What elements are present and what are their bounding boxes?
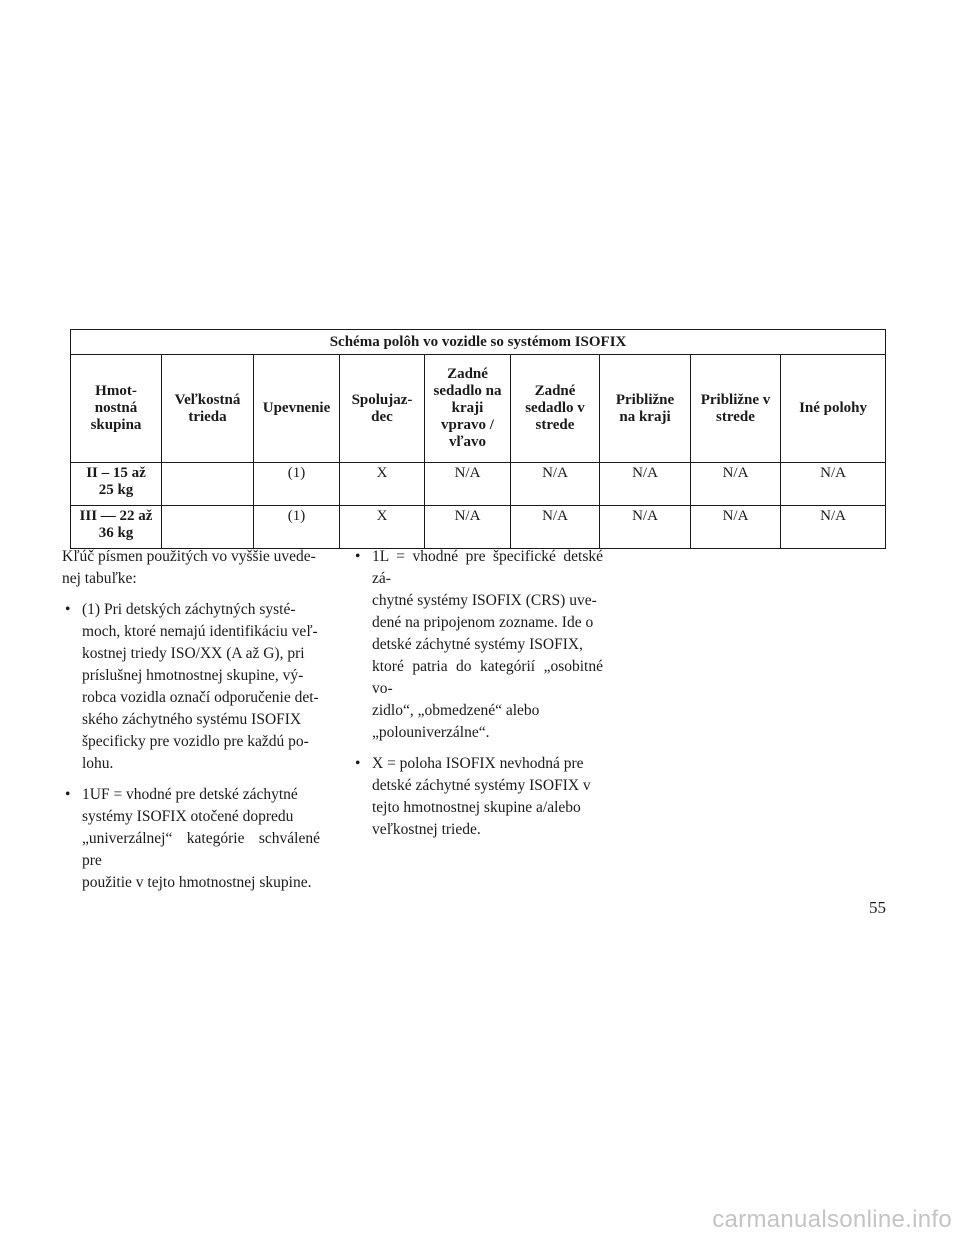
text-line: Iné polohy (799, 400, 868, 416)
column-header (600, 355, 691, 463)
column-header (71, 355, 162, 463)
table-cell: X (340, 506, 425, 549)
table-header-row (71, 355, 886, 463)
column-header (254, 355, 340, 463)
text-line: Upevnenie (262, 400, 331, 416)
text-line: 25 kg (98, 482, 134, 498)
text-line: Veľkostná (174, 391, 241, 408)
text-line: nostná (94, 400, 138, 416)
text-line: Hmot- (95, 383, 137, 399)
bullet-icon: • (355, 755, 361, 772)
legend-left-column (62, 546, 320, 903)
text-line: strede (535, 417, 575, 433)
legend-intro: Kľúč písmen použitých vo vyššie uvede- nej tabuľke: (62, 548, 316, 587)
page-number: 55 (869, 898, 886, 917)
table-row (71, 463, 886, 506)
bullet-icon: • (65, 786, 71, 803)
table-cell (162, 506, 254, 549)
table-cell: N/A (781, 506, 886, 549)
isofix-table-container (70, 329, 885, 549)
legend-right-column (352, 546, 603, 850)
legend-item-text: (1) Pri detských záchytných systé- moch, ktoré nemajú identifikáciu veľ- kostnej triedy ISO/XX (A až G), pri príslušnej hmotnostnej skupine, vý- robca vozidla označí odporučenie det- ského záchytného systému ISOFIX špecificky pre vozidlo pre každú po- lohu. (82, 601, 319, 772)
weight-group-cell (71, 463, 162, 506)
column-header (425, 355, 511, 463)
text-line: trieda (188, 408, 227, 425)
text-line: III — 22 až (79, 508, 153, 524)
table-cell: N/A (511, 506, 600, 549)
legend-item-text: 1L = vhodné pre špecifické detské zá- chytné systémy ISOFIX (CRS) uve- dené na pripojenom zozname. Ide o detské záchytné systémy ISOFIX, ktoré patria do kategórií „osobitné vo- zidlo“, „obmedzené“ alebo „polouniverzálne“. (372, 548, 603, 741)
legend-item (62, 784, 320, 894)
legend-item-text: 1UF = vhodné pre detské záchytné systémy ISOFIX otočené dopredu „univerzálnej“ kategórie schválené pre použitie v tejto hmotnostnej skupine. (82, 786, 320, 891)
table-cell: N/A (600, 463, 691, 506)
column-header (511, 355, 600, 463)
legend-item (352, 546, 603, 744)
text-line: Približne v (700, 391, 771, 408)
text-line: II – 15 až (86, 465, 146, 481)
text-line: sedadlo v (525, 400, 585, 416)
legend-item (352, 753, 603, 841)
column-header (340, 355, 425, 463)
text-line: kraji (451, 400, 484, 416)
weight-group-cell (71, 506, 162, 549)
isofix-positions-table (70, 329, 886, 549)
watermark: carmanualsonline.info (712, 1206, 952, 1233)
table-cell: N/A (425, 463, 511, 506)
bullet-icon: • (65, 601, 71, 618)
text-line: dec (371, 408, 393, 425)
column-header (162, 355, 254, 463)
text-line: Spolujaz- (351, 391, 413, 408)
table-cell: X (340, 463, 425, 506)
table-cell: N/A (691, 506, 781, 549)
table-body (71, 463, 886, 549)
text-line: vpravo / (441, 417, 494, 433)
text-line: Zadné (447, 366, 488, 382)
text-line: na kraji (619, 408, 671, 425)
text-line: skupina (90, 417, 142, 433)
table-cell: N/A (425, 506, 511, 549)
table-cell: N/A (691, 463, 781, 506)
table-title: Schéma polôh vo vozidle so systémom ISOFIX (71, 330, 886, 355)
text-line: Zadné (534, 383, 576, 399)
column-header (691, 355, 781, 463)
table-row (71, 506, 886, 549)
table-cell (162, 463, 254, 506)
table-cell: N/A (511, 463, 600, 506)
table-cell: (1) (254, 506, 340, 549)
table-cell: N/A (781, 463, 886, 506)
text-line: strede (716, 408, 755, 425)
table-cell: (1) (254, 463, 340, 506)
text-line: vľavo (448, 434, 487, 450)
legend-item (62, 599, 320, 775)
bullet-icon: • (355, 548, 361, 565)
table-cell: N/A (600, 506, 691, 549)
text-line: 36 kg (98, 525, 134, 541)
text-line: sedadlo na (433, 383, 502, 399)
text-line: Približne (615, 391, 675, 408)
column-header (781, 355, 886, 463)
legend-item-text: X = poloha ISOFIX nevhodná pre detské záchytné systémy ISOFIX v tejto hmotnostnej skupine a/alebo veľkostnej triede. (372, 755, 591, 838)
